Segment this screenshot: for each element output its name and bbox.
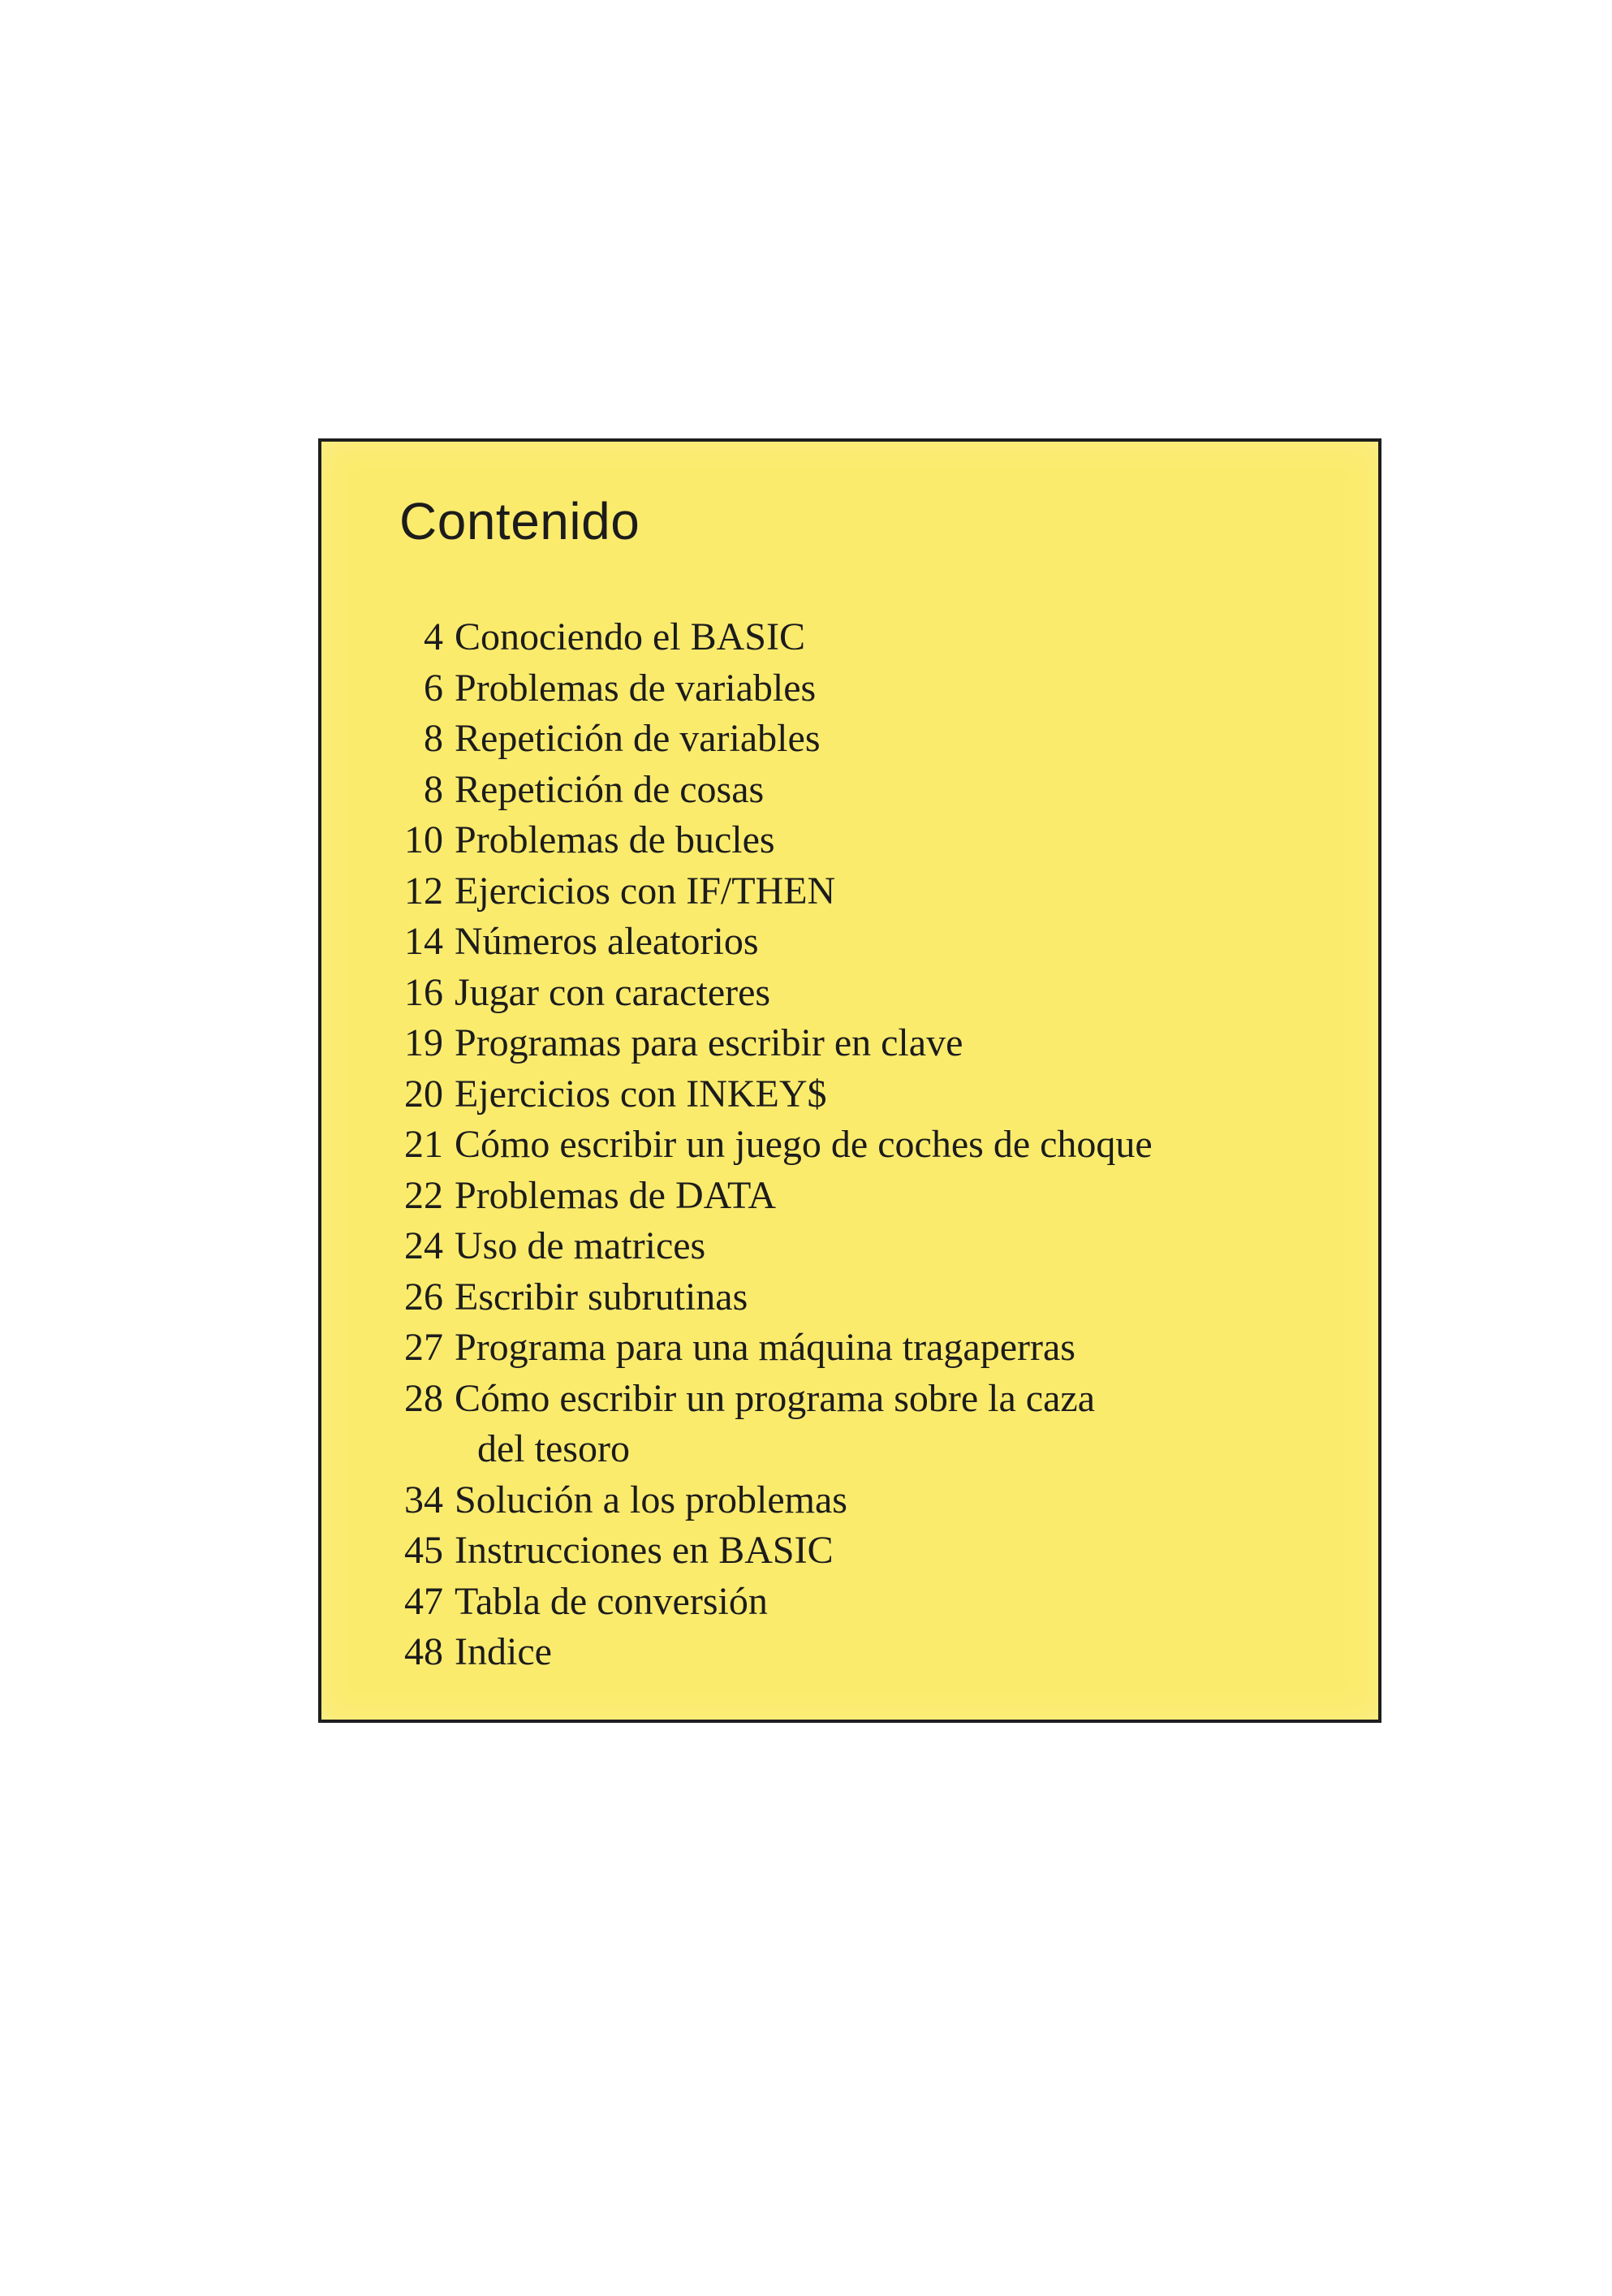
toc-entry[interactable]	[362, 1272, 1360, 1323]
toc-page-number: 19	[404, 1021, 443, 1064]
toc-page-number: 8	[424, 717, 443, 760]
toc-entry-label-continuation: del tesoro	[477, 1427, 630, 1470]
toc-entry[interactable]	[362, 968, 1360, 1019]
toc-page-number: 6	[424, 666, 443, 710]
toc-page-number: 21	[404, 1123, 443, 1166]
toc-entry[interactable]	[362, 815, 1360, 866]
toc-page-number: 10	[404, 818, 443, 861]
toc-entry-label: Tabla de conversión	[455, 1579, 768, 1623]
toc-entry[interactable]	[362, 1475, 1360, 1526]
toc-entry-label: Conociendo el BASIC	[455, 615, 805, 658]
toc-entry-label: Problemas de DATA	[455, 1173, 777, 1217]
toc-page-number: 45	[404, 1529, 443, 1572]
toc-page-number: 14	[404, 920, 443, 963]
toc-entry[interactable]	[362, 1577, 1360, 1628]
toc-entry[interactable]	[362, 1627, 1360, 1678]
toc-entry[interactable]	[362, 1323, 1360, 1374]
toc-page-number: 12	[404, 869, 443, 913]
toc-entry-label-wrapped	[455, 1374, 1291, 1475]
toc-entry-label: Programa para una máquina tragaperras	[455, 1326, 1075, 1369]
toc-entry[interactable]	[362, 612, 1360, 663]
toc-page-number: 16	[404, 970, 443, 1014]
toc-page-number: 8	[424, 767, 443, 811]
toc-page-number: 27	[404, 1326, 443, 1369]
toc-entry[interactable]	[362, 1526, 1360, 1577]
toc-entry-label: Problemas de bucles	[455, 818, 775, 861]
toc-entry[interactable]	[362, 1018, 1360, 1069]
toc-entry[interactable]	[362, 866, 1360, 917]
toc-entry-label: Ejercicios con INKEY$	[455, 1072, 827, 1116]
contents-title: Contenido	[399, 492, 640, 550]
toc-entry-label: Ejercicios con IF/THEN	[455, 869, 836, 913]
toc-page-number: 20	[404, 1072, 443, 1116]
toc-entry-label: Números aleatorios	[455, 920, 759, 963]
toc-entry-label: Problemas de variables	[455, 666, 817, 710]
toc-entry[interactable]	[362, 1374, 1360, 1475]
toc-entry-label: Cómo escribir un programa sobre la caza	[455, 1376, 1096, 1420]
toc-entry-label: Jugar con caracteres	[455, 970, 771, 1014]
toc-entry-label: Indice	[455, 1630, 552, 1673]
toc-page-number: 28	[404, 1376, 443, 1420]
toc-page-number: 48	[404, 1630, 443, 1673]
toc-entry-label: Cómo escribir un juego de coches de choque	[455, 1123, 1153, 1166]
toc-entry[interactable]	[362, 1171, 1360, 1222]
toc-entry-label: Programas para escribir en clave	[455, 1021, 963, 1064]
toc-entry-label: Instrucciones en BASIC	[455, 1529, 834, 1572]
toc-entry-label: Escribir subrutinas	[455, 1275, 748, 1318]
toc-entry[interactable]	[362, 1069, 1360, 1120]
toc-page-number: 22	[404, 1173, 443, 1217]
toc-entry-label: Repetición de cosas	[455, 767, 765, 811]
toc-page-number: 34	[404, 1478, 443, 1521]
toc-entry[interactable]	[362, 714, 1360, 765]
toc-page-number: 4	[424, 615, 443, 658]
toc-entry-label: Solución a los problemas	[455, 1478, 847, 1521]
toc-entry-label: Uso de matrices	[455, 1224, 706, 1267]
toc-entry[interactable]	[362, 1221, 1360, 1272]
contents-list	[362, 612, 1360, 1678]
toc-entry[interactable]	[362, 765, 1360, 816]
toc-page-number: 24	[404, 1224, 443, 1267]
toc-entry[interactable]	[362, 917, 1360, 968]
toc-entry[interactable]	[362, 1120, 1360, 1171]
toc-page-number: 26	[404, 1275, 443, 1318]
contents-panel	[318, 438, 1381, 1723]
toc-entry[interactable]	[362, 663, 1360, 714]
toc-entry-label: Repetición de variables	[455, 717, 821, 760]
toc-page-number: 47	[404, 1579, 443, 1623]
